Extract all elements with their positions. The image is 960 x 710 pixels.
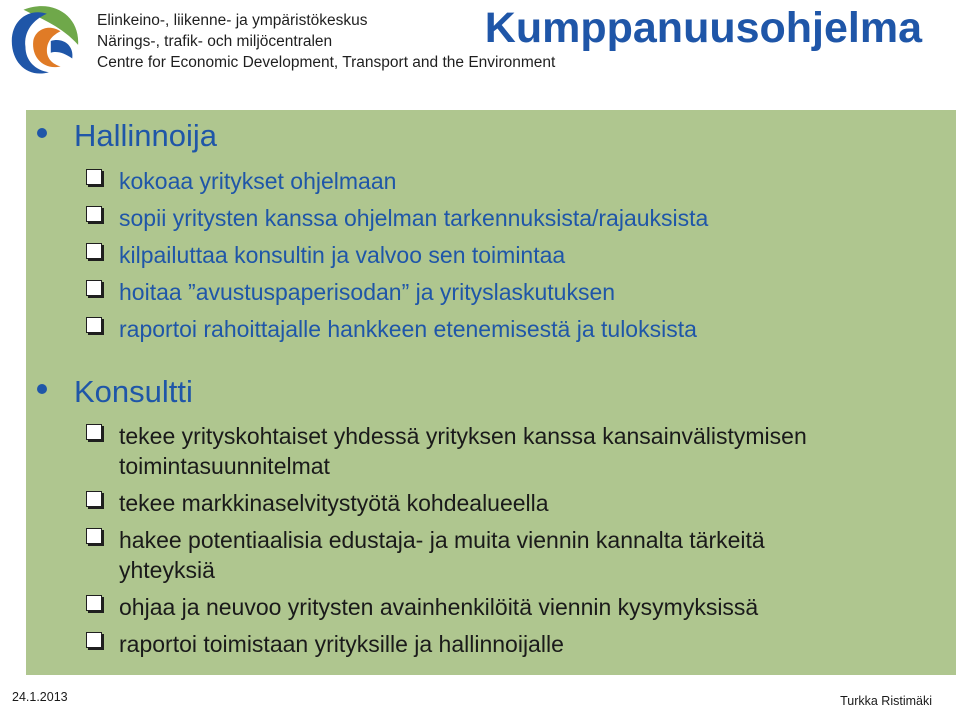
checkbox-bullet-icon: [86, 491, 102, 507]
checkbox-bullet-icon: [86, 317, 102, 333]
list-item-text: kilpailuttaa konsultin ja valvoo sen toimintaa: [119, 242, 566, 268]
checkbox-bullet-icon: [86, 528, 102, 544]
list-item: [86, 488, 916, 518]
list-item: [86, 277, 916, 307]
section-heading-konsultti: Konsultti: [74, 374, 193, 409]
section-heading-hallinnoija: Hallinnoija: [74, 118, 218, 153]
ely-logo-icon: [4, 2, 82, 80]
list-item-text: raportoi rahoittajalle hankkeen etenemisestä ja tuloksista: [119, 316, 697, 342]
list-item: [86, 592, 916, 622]
checkbox-bullet-icon: [86, 280, 102, 296]
checkbox-bullet-icon: [86, 206, 102, 222]
slide-title: Kumppanuusohjelma: [484, 4, 922, 52]
checkbox-bullet-icon: [86, 632, 102, 648]
list-item: [86, 314, 916, 344]
list-item-text: sopii yritysten kanssa ohjelman tarkennuksista/rajauksista: [119, 205, 709, 231]
list-item: [86, 525, 916, 585]
list-item-text: hakee potentiaalisia edustaja- ja muita viennin kannalta tärkeitä yhteyksiä: [119, 527, 765, 583]
list-item: [86, 629, 916, 659]
list-item-text: tekee yrityskohtaiset yhdessä yrityksen kanssa kansainvälistymisen toimintasuunnitelmat: [119, 423, 807, 479]
slide-author: Turkka Ristimäki: [840, 694, 932, 708]
list-item: [86, 166, 916, 196]
checkbox-bullet-icon: [86, 169, 102, 185]
org-name-english: Centre for Economic Development, Transport and the Environment: [97, 54, 556, 71]
list-item: [86, 240, 916, 270]
bullet-dot-icon: [37, 128, 47, 138]
org-name-swedish: Närings-, trafik- och miljöcentralen: [97, 33, 333, 50]
org-name-finnish: Elinkeino-, liikenne- ja ympäristökeskus: [97, 12, 368, 29]
list-item-text: raportoi toimistaan yrityksille ja hallinnoijalle: [119, 631, 564, 657]
checkbox-bullet-icon: [86, 595, 102, 611]
list-item: [86, 421, 916, 481]
slide-date: 24.1.2013: [12, 690, 68, 704]
checkbox-bullet-icon: [86, 243, 102, 259]
list-item-text: hoitaa ”avustuspaperisodan” ja yrityslaskutuksen: [119, 279, 616, 305]
list-item-text: tekee markkinaselvitystyötä kohdealueella: [119, 490, 549, 516]
list-item-text: ohjaa ja neuvoo yritysten avainhenkilöitä viennin kysymyksissä: [119, 594, 759, 620]
list-item-text: kokoaa yritykset ohjelmaan: [119, 168, 397, 194]
list-item: [86, 203, 916, 233]
checkbox-bullet-icon: [86, 424, 102, 440]
bullet-dot-icon: [37, 384, 47, 394]
